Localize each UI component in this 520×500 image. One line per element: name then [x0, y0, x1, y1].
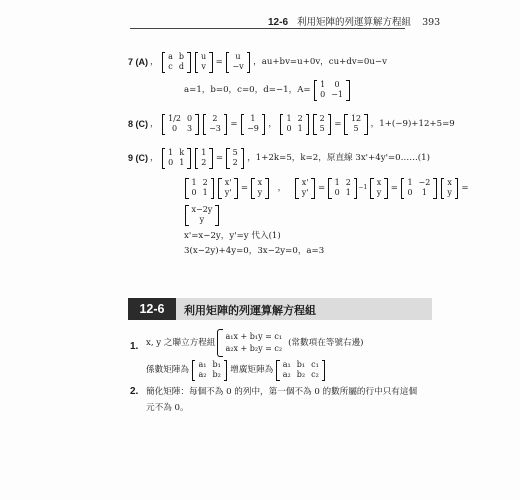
augmented-matrix-label: 增廣矩陣為 — [230, 365, 274, 376]
vector — [226, 148, 244, 169]
vector-result — [185, 205, 219, 226]
cell: 1 — [320, 80, 326, 89]
cell: c — [168, 62, 173, 72]
vector — [195, 148, 213, 169]
section-number-tag: 12-6 — [128, 298, 176, 320]
cell: b₁ — [212, 360, 221, 369]
vector-uv — [195, 52, 213, 73]
separator: ， — [150, 57, 159, 68]
matrix-1k01 — [162, 148, 191, 169]
cell: 2 — [345, 178, 351, 187]
cell: 1 — [297, 124, 303, 134]
section-title: 利用矩陣的列運算解方程組 — [184, 304, 316, 317]
item-1-number: 1. — [130, 341, 139, 352]
equation-system — [217, 329, 282, 357]
problem-9-label: 9 (C) — [128, 152, 148, 163]
equals-sign: = — [215, 153, 224, 164]
matrix-inverse — [401, 178, 437, 199]
vector-primed — [295, 178, 315, 199]
equals-sign: = — [230, 119, 238, 130]
cell: u — [235, 52, 241, 61]
problem-7-label: 7 (A) — [128, 56, 148, 67]
problem-9-line1 — [128, 148, 430, 169]
equals-sign: = — [334, 119, 342, 130]
cell: 0 — [334, 188, 340, 198]
item-2-line1: 簡化矩陣：每個不為 0 的列中，第一個不為 0 的數所屬的行中只有這個 — [146, 387, 418, 397]
vector — [241, 114, 266, 135]
cell: 1 — [201, 148, 207, 157]
item-2-line2: 元不為 0。 — [146, 403, 189, 413]
cell: x — [447, 178, 452, 187]
cell: 0 — [320, 90, 326, 100]
cell: 1 — [286, 114, 292, 123]
problem-9-conclusion: 3(x−2y)+4y=0，3x−2y=0，a=3 — [184, 246, 325, 256]
vector-xy — [251, 178, 269, 199]
cell: 0 — [334, 80, 340, 89]
problem-7-equation: ，au+bv=u+0v，cu+dv=0u−v — [253, 57, 387, 68]
header-page-number: 393 — [422, 17, 441, 28]
cell: 0 — [407, 188, 413, 198]
cell: x — [376, 178, 382, 187]
matrix-1201 — [280, 114, 309, 135]
cell: a₂ — [198, 370, 207, 380]
cell: a₁ — [282, 360, 291, 369]
cell: c₁ — [311, 360, 319, 369]
cell: 1 — [179, 158, 185, 168]
cell: u — [201, 52, 207, 61]
cell: x−2y — [191, 205, 213, 214]
cell: y — [257, 188, 263, 198]
item-1-note: (常數項在等號右邊) — [288, 337, 364, 348]
cell: 12 — [350, 114, 362, 123]
equals-sign: = — [317, 183, 326, 194]
cell: y — [447, 188, 452, 198]
coefficient-matrix-label: 係數矩陣為 — [146, 365, 189, 376]
problem-9-tail: ，1+2k=5，k=2，原直線 3x'+4y'=0……(1) — [247, 153, 430, 164]
cell: a — [168, 52, 173, 61]
cell: b — [178, 52, 185, 61]
cell: 1/2 — [168, 114, 181, 123]
cell: y' — [224, 188, 232, 198]
cell: 1 — [334, 178, 340, 187]
cell: 2 — [319, 114, 325, 123]
equals-sign: = — [240, 183, 249, 194]
item-1-line1 — [146, 329, 364, 357]
problem-8-line1 — [128, 114, 455, 135]
running-header — [268, 14, 440, 28]
cell: x — [257, 178, 263, 187]
cell: 1 — [168, 148, 174, 157]
equation-2: a₂x + b₂y = c₂ — [225, 344, 283, 353]
cell: −1 — [331, 90, 343, 100]
header-rule — [130, 28, 405, 29]
cell: c₂ — [311, 370, 319, 380]
cell: 1 — [407, 178, 413, 187]
cell: 3 — [186, 124, 193, 134]
cell: v — [201, 62, 206, 72]
problem-7-line1 — [128, 52, 387, 73]
equals-sign: = — [390, 183, 398, 194]
cell: 5 — [353, 124, 359, 134]
cell: y — [376, 188, 382, 198]
cell: d — [178, 62, 185, 72]
header-section-number: 12-6 — [268, 17, 289, 28]
cell: 0 — [172, 124, 178, 134]
equation-1: a₁x + b₁y = c₁ — [225, 332, 283, 341]
cell: 1 — [421, 188, 427, 198]
problem-7-line2 — [184, 80, 351, 101]
vector — [203, 114, 228, 135]
cell: x' — [301, 178, 309, 187]
cell: 0 — [286, 124, 292, 134]
cell: b₂ — [212, 370, 221, 380]
cell: −9 — [247, 124, 259, 134]
cell: k — [179, 148, 185, 157]
item-1-intro: x, y 之聯立方程組 — [146, 337, 216, 348]
problem-8-tail: ，1+(−9)+12+5=9 — [370, 119, 455, 130]
equals-sign: = — [215, 57, 223, 68]
cell: a₂ — [282, 370, 291, 380]
cell: −v — [232, 62, 244, 72]
item-2-number: 2. — [130, 386, 139, 397]
vector-u-minus-v — [226, 52, 250, 73]
inverse-exponent: −1 — [358, 184, 368, 192]
cell: 5 — [232, 148, 238, 157]
separator: ， — [150, 153, 159, 164]
cell: 2 — [202, 178, 208, 187]
cell: b₂ — [296, 370, 306, 380]
cell: −2 — [418, 178, 431, 187]
vector-primed — [218, 178, 238, 199]
brace — [217, 329, 223, 357]
problem-9-substitution: x'=x−2y，y'=y 代入(1) — [184, 231, 281, 241]
vector-xy — [370, 178, 388, 199]
matrix-1201 — [185, 178, 214, 199]
separator: ， — [150, 119, 159, 130]
separator: ， — [268, 119, 277, 130]
cell: 5 — [319, 124, 325, 134]
cell: 2 — [212, 114, 218, 123]
cell: 2 — [201, 158, 207, 168]
cell: 1 — [345, 188, 351, 198]
item-1-line2 — [146, 360, 326, 381]
coefficient-matrix — [192, 360, 227, 381]
matrix-A — [314, 80, 350, 101]
cell: a₁ — [198, 360, 207, 369]
problem-7-values: a=1，b=0，c=0，d=−1，A= — [184, 85, 311, 96]
cell: 0 — [186, 114, 193, 123]
vector — [313, 114, 331, 135]
cell: −3 — [209, 124, 221, 134]
problem-8-label: 8 (C) — [128, 118, 148, 129]
vector — [344, 114, 367, 135]
matrix-1201 — [328, 178, 357, 199]
cell: 2 — [232, 158, 238, 168]
cell: 1 — [250, 114, 256, 123]
cell: 1 — [191, 178, 197, 187]
cell: x' — [224, 178, 232, 187]
cell: 2 — [297, 114, 303, 123]
augmented-matrix — [276, 360, 325, 381]
matrix-half-3 — [162, 114, 199, 135]
cell: 0 — [191, 188, 197, 198]
cell: y — [199, 215, 205, 225]
equals-sign: = — [461, 183, 469, 194]
cell: 1 — [202, 188, 208, 198]
header-title: 利用矩陣的列運算解方程組 — [297, 17, 412, 28]
problem-9-line3 — [184, 205, 220, 226]
matrix-abcd — [162, 52, 191, 73]
separator: ， — [277, 183, 287, 194]
vector-xy — [441, 178, 459, 199]
cell: b₁ — [296, 360, 306, 369]
cell: 0 — [168, 158, 174, 168]
problem-9-line2 — [184, 178, 469, 199]
cell: y' — [301, 188, 309, 198]
